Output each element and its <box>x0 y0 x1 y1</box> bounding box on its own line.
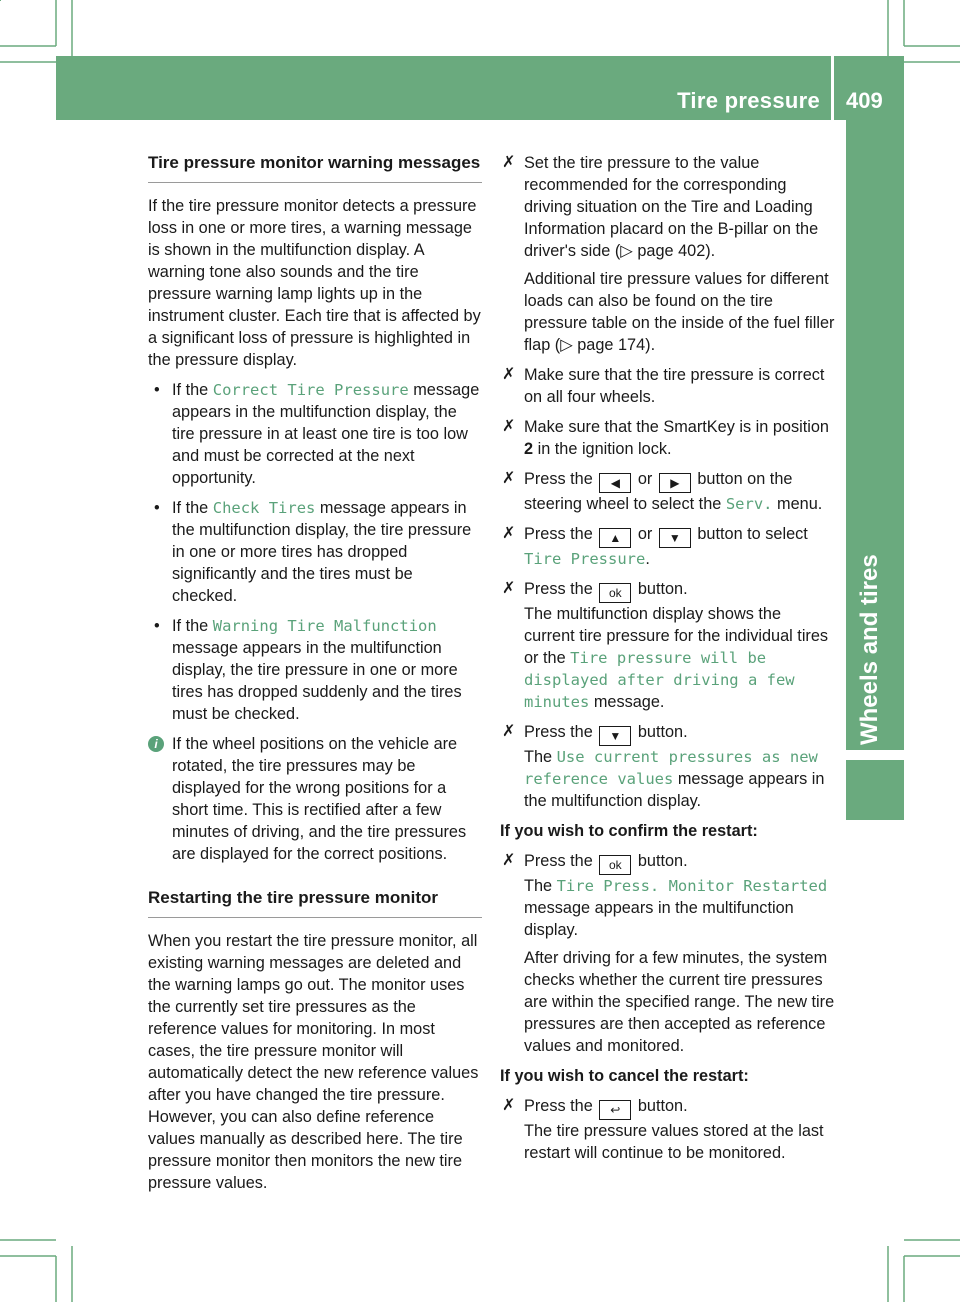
list-item: • If the Warning Tire Malfunction message appears in the multifunction display, the tire pressure in one or more tires has dropped suddenly and the tires must be checked. <box>154 617 462 723</box>
heading-rule <box>148 917 482 918</box>
down-arrow-key-icon: ▼ <box>599 726 631 746</box>
ok-key-icon: ok <box>599 583 631 603</box>
step-arrow-icon: ✗ <box>502 418 516 435</box>
step-arrow-icon: ✗ <box>502 525 516 542</box>
header-divider <box>831 56 834 120</box>
step-item: ✗ Make sure that the tire pressure is correct on all four wheels. <box>502 366 825 406</box>
list-item: • If the Check Tires message appears in the multifunction display, the tire pressure in one or more tires has dropped significantly and the tires must be checked. <box>154 499 472 605</box>
step-arrow-icon: ✗ <box>502 1097 516 1114</box>
info-icon: i <box>148 736 164 752</box>
step-item: ✗ Press the ↩ button. The tire pressure values stored at the last restart will continue to be monitored. <box>502 1097 824 1162</box>
right-column <box>500 152 836 1172</box>
display-message: Correct Tire Pressure <box>212 381 409 399</box>
info-note: i If the wheel positions on the vehicle are rotated, the tire pressures may be displayed for the wrong positions for a short time. This is rectified after a few minutes of driving, and the tire pressures are displayed for the correct positions. <box>148 733 482 865</box>
step-arrow-icon: ✗ <box>502 470 516 487</box>
display-message: Tire pressure will be displayed after driving a few minutes <box>524 649 795 711</box>
step-item: ✗ Press the ok button. The Tire Press. Monitor Restarted message appears in the multifunction display. After driving for a few minutes, the system checks whether the current tire pressures are within the specified range. The new tire pressures are then accepted as reference values and monitored. <box>502 852 835 1055</box>
cancel-subheading: If you wish to cancel the restart: <box>500 1067 749 1085</box>
step-arrow-icon: ✗ <box>502 154 516 171</box>
display-message: Tire Pressure <box>524 550 646 568</box>
step-item: ✗ Press the ▲ or ▼ button to select Tire Pressure. <box>502 525 808 568</box>
display-message: Tire Press. Monitor Restarted <box>556 877 828 895</box>
heading-rule <box>148 182 482 183</box>
chapter-tab-marker <box>846 760 904 820</box>
display-message: Serv. <box>725 495 773 513</box>
page-ref-arrow-icon: ▷ <box>560 336 578 354</box>
intro-paragraph: If the tire pressure monitor detects a pressure loss in one or more tires, a warning message is shown in the multifunction display. A warning tone also sounds and the tire pressure warning lamp lights up in the instrument cluster. Each tire that is affected by a significant loss of pressure is highlighted in the pressure display. <box>148 197 481 369</box>
page-ref-arrow-icon: ▷ <box>620 242 638 260</box>
up-arrow-key-icon: ▲ <box>599 528 631 548</box>
section-heading-restart: Restarting the tire pressure monitor <box>148 888 439 907</box>
left-column <box>148 152 482 1194</box>
back-key-icon: ↩ <box>599 1100 631 1120</box>
ok-key-icon: ok <box>599 855 631 875</box>
step-arrow-icon: ✗ <box>502 580 516 597</box>
page-section-title: Tire pressure <box>677 88 820 113</box>
right-arrow-key-icon: ▶ <box>659 473 691 493</box>
display-message: Check Tires <box>212 499 316 517</box>
restart-paragraph: When you restart the tire pressure monitor, all existing warning messages are deleted and the warning lamps go out. The monitor uses the currently set tire pressures as the reference values for monitoring. In most cases, the tire pressure monitor will automatically detect the new reference values after you have changed the tire pressure. However, you can also define reference values manually as described here. The tire pressure monitor then monitors the new tire pressure values. <box>148 932 479 1192</box>
step-item: ✗ Press the ▼ button. The Use current pressures as new reference values message appears in the multifunction display. <box>502 723 825 810</box>
step-item: ✗ Set the tire pressure to the value recommended for the corresponding driving situation on the Tire and Loading Information placard on the B-pillar on the driver's side (▷ page 402). Additional tire pressure values for different loads can also be found on the tire pressure table on the inside of the fuel filler flap (▷ page 174). <box>502 154 835 354</box>
section-heading-warnings: Tire pressure monitor warning messages <box>148 153 481 172</box>
display-message: Warning Tire Malfunction <box>212 617 437 635</box>
chapter-tab-label: Wheels and tires <box>856 554 883 745</box>
page-number: 409 <box>846 88 883 113</box>
left-arrow-key-icon: ◀ <box>599 473 631 493</box>
display-message: Use current pressures as new reference values <box>524 748 818 788</box>
down-arrow-key-icon: ▼ <box>659 528 691 548</box>
step-arrow-icon: ✗ <box>502 723 516 740</box>
step-item: ✗ Press the ok button. The multifunction display shows the current tire pressure for the individual tires or the Tire pressure will be displayed after driving a few minutes message. <box>502 580 829 711</box>
step-arrow-icon: ✗ <box>502 366 516 383</box>
list-item: • If the Correct Tire Pressure message appears in the multifunction display, the tire pressure in at least one tire is too low and must be corrected at the next opportunity. <box>154 381 480 487</box>
step-item: ✗ Press the ◀ or ▶ button on the steering wheel to select the Serv. menu. <box>502 470 823 513</box>
step-item: ✗ Make sure that the SmartKey is in position 2 in the ignition lock. <box>502 418 829 458</box>
step-arrow-icon: ✗ <box>502 852 516 869</box>
confirm-subheading: If you wish to confirm the restart: <box>500 822 758 840</box>
